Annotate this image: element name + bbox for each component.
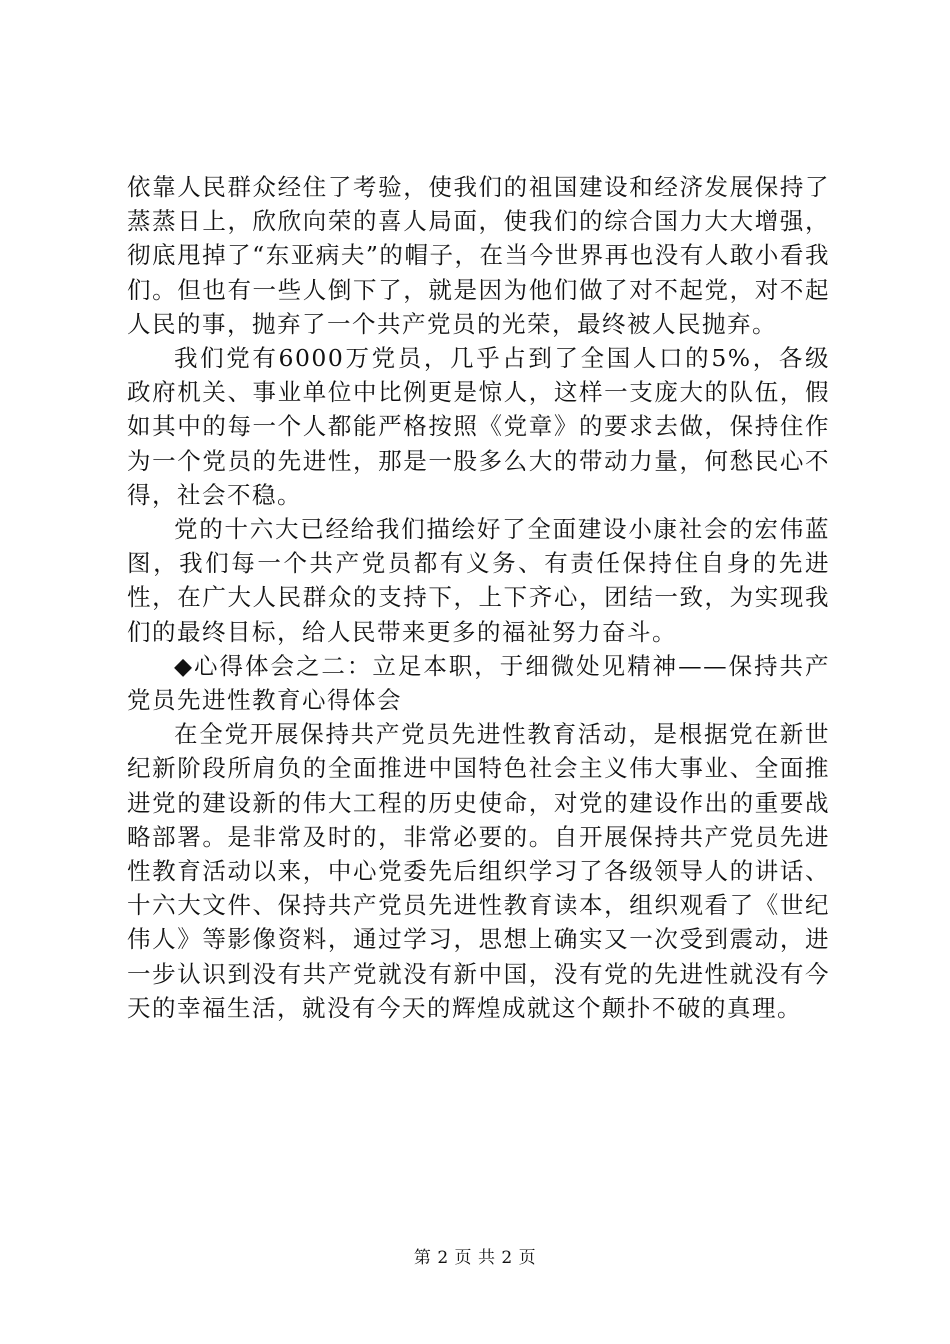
document-body (127, 170, 830, 1025)
paragraph-1: 依靠人民群众经住了考验，使我们的祖国建设和经济发展保持了蒸蒸日上，欣欣向荣的喜人局面，使我们的综合国力大大增强，彻底甩掉了“东亚病夫”的帽子，在当今世界再也没有人敢小看我们。但也有一些人倒下了，就是因为他们做了对不起党，对不起人民的事，抛弃了一个共产党员的光荣，最终被人民抛弃。 (127, 173, 830, 338)
paragraph-2: 我们党有6000万党员，几乎占到了全国人口的5%，各级政府机关、事业单位中比例更是惊人，这样一支庞大的队伍，假如其中的每一个人都能严格按照《党章》的要求去做，保持住作为一个党员的先进性，那是一股多么大的带动力量，何愁民心不得，社会不稳。 (127, 344, 830, 509)
page-footer: 第 2 页 共 2 页 (413, 1248, 537, 1268)
section-heading: ◆心得体会之二：立足本职，于细微处见精神——保持共产党员先进性教育心得体会 (127, 651, 830, 715)
paragraph-3: 党的十六大已经给我们描绘好了全面建设小康社会的宏伟蓝图，我们每一个共产党员都有义务、有责任保持住自身的先进性，在广大人民群众的支持下，上下齐心，团结一致，为实现我们的最终目标，给人民带来更多的福祉努力奋斗。 (127, 515, 830, 646)
paragraph-4: 在全党开展保持共产党员先进性教育活动，是根据党在新世纪新阶段所肩负的全面推进中国特色社会主义伟大事业、全面推进党的建设新的伟大工程的历史使命，对党的建设作出的重要战略部署。是非常及时的，非常必要的。自开展保持共产党员先进性教育活动以来，中心党委先后组织学习了各级领导人的讲话、十六大文件、保持共产党员先进性教育读本，组织观看了《世纪伟人》等影像资料，通过学习，思想上确实又一次受到震动，进一步认识到没有共产党就没有新中国，没有党的先进性就没有今天的幸福生活，就没有今天的辉煌成就这个颠扑不破的真理。 (127, 720, 830, 1022)
